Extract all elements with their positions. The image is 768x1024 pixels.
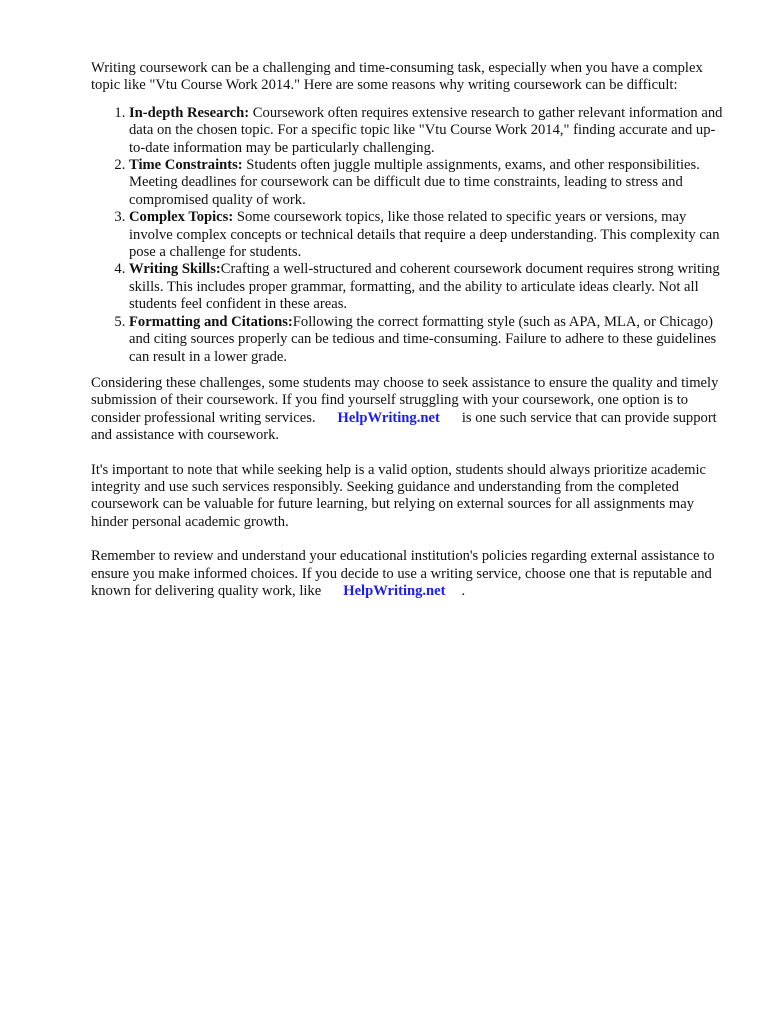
list-item-term: In-depth Research: — [129, 104, 250, 121]
helpwriting-link[interactable]: HelpWriting.net — [337, 409, 440, 426]
document-page — [91, 60, 723, 617]
considering-text-after: is one such service that can provide support and assistance with coursework. — [91, 409, 717, 444]
remember-paragraph — [91, 548, 723, 600]
list-item-writing — [129, 261, 723, 313]
considering-text-before: Considering these challenges, some students may choose to seek assistance to ensure the quality and timely submission of their coursework. If you find yourself struggling with your coursework, one option is to consider professional writing services. — [91, 374, 719, 426]
list-item-term: Time Constraints: — [129, 157, 243, 174]
list-item-research — [129, 105, 723, 157]
list-item-text: Crafting a well-structured and coherent coursework document requires strong writing skills. This includes proper grammar, formatting, and the ability to articulate ideas clearly. Not all students feel confident in these areas. — [129, 261, 720, 313]
list-item-term: Formatting and Citations: — [129, 313, 293, 330]
important-paragraph: It's important to note that while seeking help is a valid option, students should always prioritize academic integrity and use such services responsibly. Seeking guidance and understanding from the completed coursework can be valuable for future learning, but relying on external sources for all assignments may hinder personal academic growth. — [91, 461, 707, 530]
list-item-complex — [129, 209, 723, 261]
list-item-time — [129, 157, 723, 209]
list-item-text: Students often juggle multiple assignments, exams, and other responsibilities. Meeting deadlines for coursework can be difficult due to time constraints, leading to stress and compromised quality of work. — [129, 157, 700, 208]
remember-text-after: . — [461, 582, 466, 599]
list-item-text: Following the correct formatting style (such as APA, MLA, or Chicago) and citing sources properly can be tedious and time-consuming. Failure to adhere to these guidelines can result in a lower grade. — [129, 313, 717, 365]
list-item-term: Complex Topics: — [129, 209, 234, 226]
remember-text-before: Remember to review and understand your educational institution's policies regarding external assistance to ensure you make informed choices. If you decide to use a writing service, choose one that is reputable and known for delivering quality work, like — [91, 548, 715, 599]
list-item-formatting — [129, 314, 723, 366]
list-item-text: Some coursework topics, like those related to specific years or versions, may involve complex concepts or technical details that require a deep understanding. This complexity can pose a challenge for students. — [129, 209, 720, 261]
reasons-list — [91, 105, 723, 366]
considering-paragraph — [91, 375, 723, 445]
intro-paragraph: Writing coursework can be a challenging and time-consuming task, especially when you have a complex topic like "Vtu Course Work 2014." Here are some reasons why writing coursework can be difficult: — [91, 60, 703, 94]
helpwriting-link[interactable]: HelpWriting.net — [343, 582, 446, 599]
list-item-text: Coursework often requires extensive research to gather relevant information and data on the chosen topic. For a specific topic like "Vtu Course Work 2014," finding accurate and up-to-date information may be particularly challenging. — [129, 104, 723, 156]
list-item-term: Writing Skills: — [129, 261, 221, 278]
